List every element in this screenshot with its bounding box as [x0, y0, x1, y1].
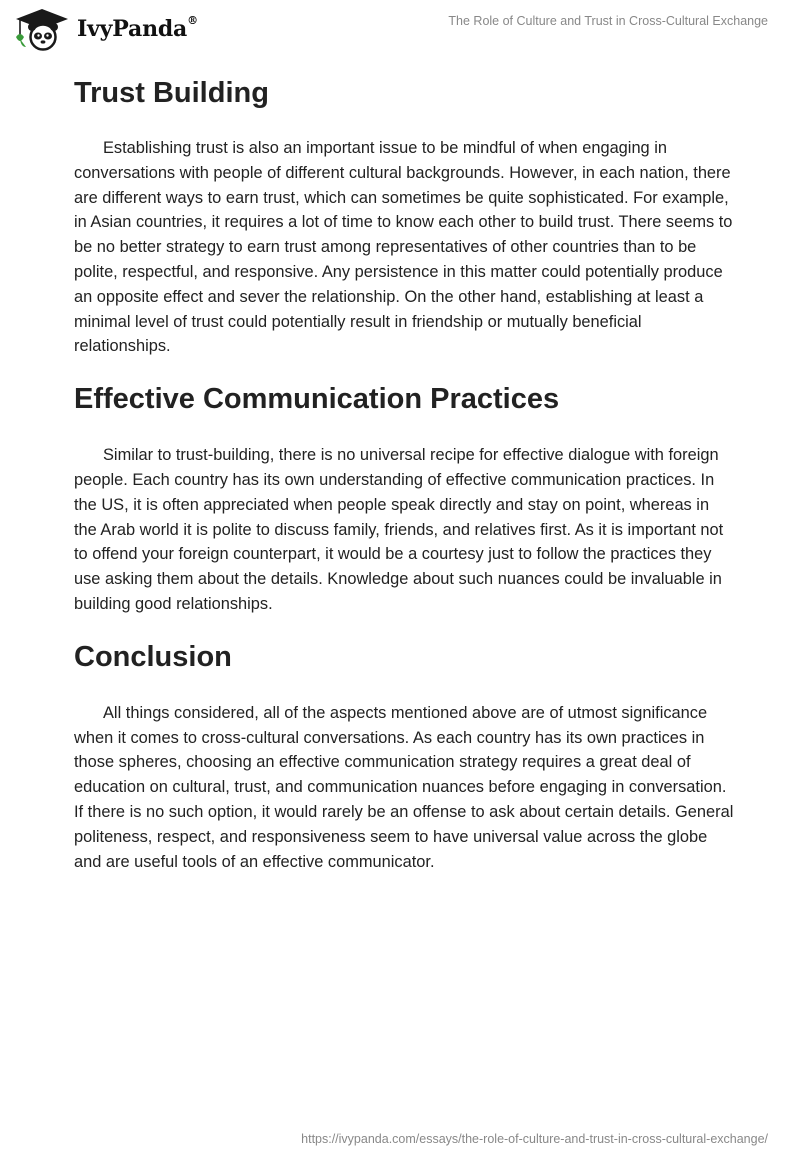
running-title: The Role of Culture and Trust in Cross-Cultural Exchange	[448, 14, 768, 28]
section-paragraph-conclusion: All things considered, all of the aspects mentioned above are of utmost significance when it comes to cross-cultural conversations. As each country has its own practices in those spheres, choosing an effective communication strategy requires a great deal of education on cultural, trust, and communication nuances before engaging in conversation. If there is no such option, it would rarely be an offense to ask about certain details. General politeness, respect, and responsiveness seem to have universal value across the globe and are useful tools of an effective communicator.	[74, 703, 734, 871]
section-title-trust-building: Trust Building	[74, 77, 269, 109]
section-title-effective-communication: Effective Communication Practices	[74, 383, 560, 416]
logo-wordmark: IvyPanda	[77, 16, 188, 42]
logo-text	[77, 16, 198, 42]
section-paragraph-trust-building: Establishing trust is also an important issue to be mindful of when engaging in conversations with people of different cultural backgrounds. However, in each nation, there are different ways to earn trust, which can sometimes be quite sophisticated. For example, in Asian countries, it requires a lot of time to know each other to build trust. There seems to be no better strategy to earn trust among representatives of other countries than to be polite, respectful, and responsive. Any persistence in this matter could potentially produce an opposite effect and sever the relationship. On the other hand, establishing at least a minimal level of trust could potentially result in friendship or mutually beneficial relationships.	[74, 139, 733, 356]
essay-body	[74, 70, 734, 874]
ivypanda-logo[interactable]	[14, 7, 198, 51]
page-header	[0, 0, 800, 60]
section-title-conclusion: Conclusion	[74, 640, 232, 673]
section-paragraph-effective-communication: Similar to trust-building, there is no universal recipe for effective dialogue with foreign people. Each country has its own understanding of effective communication practices. In the US, it is often appreciated when people speak directly and stay on point, whereas in the Arab world it is polite to discuss family, friends, and relatives first. As it is important not to offend your foreign counterpart, it would be a courtesy just to follow the practices they use asking them about the details. Knowledge about such nuances could be invaluable in building good relationships.	[74, 446, 724, 613]
panda-graduation-cap-icon	[14, 7, 70, 51]
source-url[interactable]: https://ivypanda.com/essays/the-role-of-culture-and-trust-in-cross-cultural-exchange/	[301, 1132, 768, 1146]
registered-mark: ®	[187, 14, 198, 27]
